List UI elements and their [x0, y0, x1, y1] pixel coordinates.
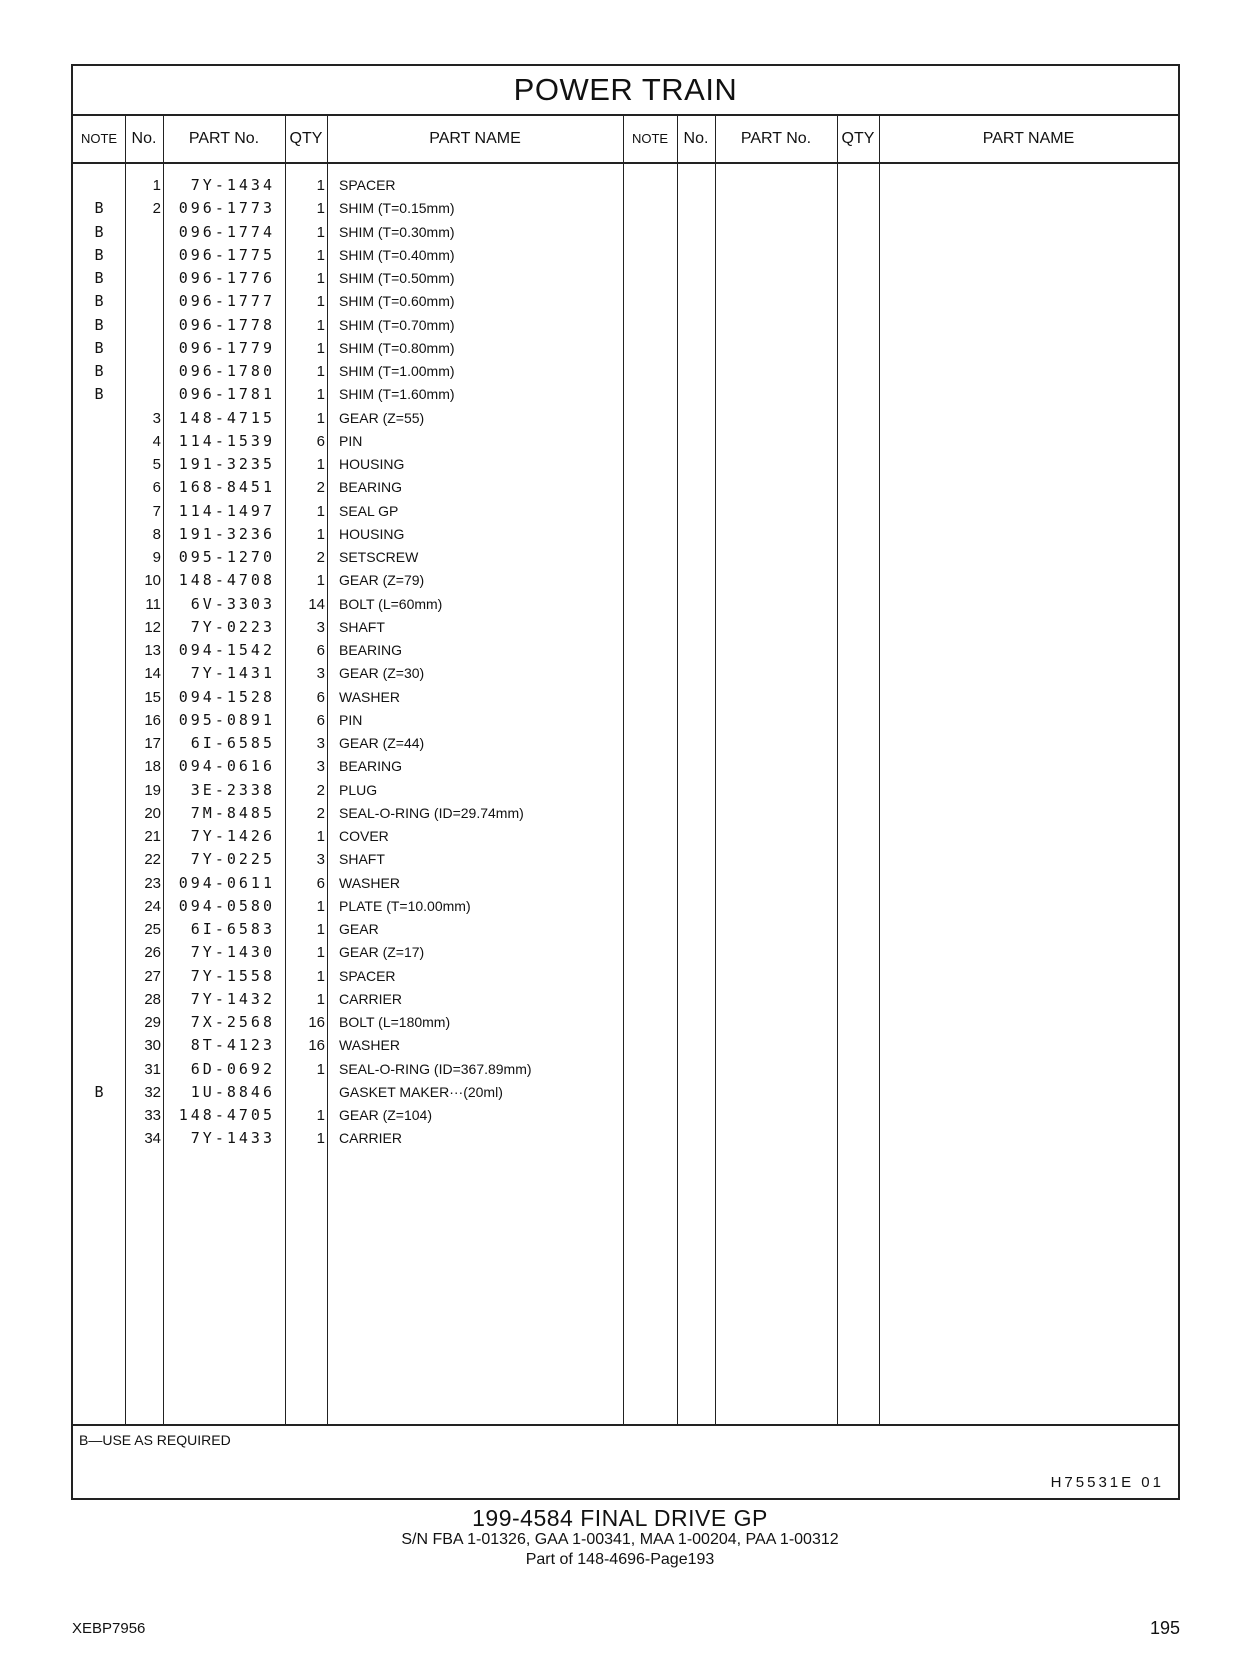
- table-row: [73, 848, 1178, 871]
- part-name-cell: WASHER: [339, 1037, 400, 1054]
- part-number-cell: 168-8451: [178, 478, 275, 497]
- item-number-cell: 20: [144, 804, 161, 822]
- part-number-cell: 114-1497: [178, 501, 275, 520]
- quantity-cell: 1: [316, 828, 325, 845]
- item-number-cell: 14: [144, 665, 161, 683]
- table-row: [73, 802, 1178, 825]
- part-name-cell: SHIM (T=1.60mm): [339, 386, 455, 403]
- table-row: [73, 221, 1178, 244]
- part-name-cell: GEAR (Z=30): [339, 665, 425, 682]
- part-name-cell: GEAR (Z=17): [339, 944, 425, 961]
- table-row: [73, 569, 1178, 592]
- part-number-cell: 114-1539: [178, 431, 275, 450]
- quantity-cell: 3: [316, 665, 325, 683]
- part-number-cell: 6V-3303: [190, 594, 275, 613]
- item-number-cell: 17: [144, 735, 161, 752]
- item-number-cell: 7: [152, 502, 161, 520]
- document-id: XEBP7956: [72, 1620, 146, 1637]
- quantity-cell: 1: [316, 246, 325, 264]
- quantity-cell: 1: [316, 502, 325, 520]
- parent-reference: Part of 148-4696-Page193: [525, 1551, 715, 1568]
- table-row: [73, 779, 1178, 802]
- quantity-cell: 2: [316, 781, 325, 799]
- part-name-cell: COVER: [339, 828, 389, 844]
- part-number-cell: 7Y-1426: [190, 827, 275, 845]
- item-number-cell: 24: [144, 897, 161, 915]
- quantity-cell: 6: [316, 642, 325, 659]
- table-row: [73, 476, 1178, 499]
- part-name-cell: BEARING: [339, 758, 403, 775]
- table-row: [73, 453, 1178, 476]
- quantity-cell: 1: [316, 1060, 325, 1078]
- table-row: [73, 500, 1178, 523]
- part-number-cell: 191-3236: [178, 524, 275, 543]
- part-name-cell: CARRIER: [339, 1130, 403, 1147]
- header-note-right: NOTE: [631, 131, 669, 146]
- item-number-cell: 8: [152, 525, 161, 543]
- part-number-cell: 7Y-1434: [190, 176, 275, 194]
- table-row: [73, 1034, 1178, 1057]
- part-number-cell: 096-1781: [178, 385, 275, 404]
- quantity-cell: 1: [316, 270, 325, 287]
- item-number-cell: 34: [144, 1130, 161, 1148]
- quantity-cell: 1: [316, 316, 325, 334]
- item-number-cell: 31: [144, 1060, 161, 1078]
- table-row: [73, 1104, 1178, 1127]
- quantity-cell: 1: [316, 1130, 325, 1148]
- part-number-cell: 7Y-1430: [190, 943, 275, 962]
- table-row: [73, 593, 1178, 616]
- part-name-cell: SHIM (T=0.15mm): [339, 200, 455, 217]
- part-number-cell: 7Y-0223: [190, 617, 275, 636]
- part-name-cell: SHAFT: [339, 618, 385, 635]
- table-row: [73, 314, 1178, 337]
- table-row: [73, 267, 1178, 290]
- header-no-left: No.: [131, 130, 157, 147]
- part-number-cell: 096-1774: [178, 222, 275, 241]
- parts-list-frame: [71, 64, 1180, 1500]
- table-row: [73, 709, 1178, 732]
- item-number-cell: 33: [144, 1107, 161, 1124]
- item-number-cell: 30: [144, 1037, 161, 1055]
- quantity-cell: 3: [316, 618, 325, 636]
- item-number-cell: 3: [152, 409, 161, 427]
- table-row: [73, 872, 1178, 895]
- part-name-cell: GASKET MAKER···(20ml): [339, 1083, 503, 1100]
- table-row: [73, 825, 1178, 848]
- quantity-cell: 1: [316, 363, 325, 380]
- header-no-right: No.: [683, 130, 709, 147]
- part-name-cell: SEAL-O-RING (ID=29.74mm): [339, 804, 524, 821]
- part-name-cell: SEAL GP: [339, 502, 399, 519]
- part-name-cell: BOLT (L=60mm): [339, 595, 443, 612]
- note-cell: B: [94, 245, 104, 264]
- part-name-cell: SHIM (T=0.50mm): [339, 270, 455, 286]
- part-number-cell: 7Y-1431: [190, 664, 275, 683]
- item-number-cell: 23: [144, 874, 161, 892]
- item-number-cell: 12: [144, 618, 161, 636]
- quantity-cell: 1: [316, 339, 325, 357]
- header-qty-left: QTY: [289, 130, 323, 147]
- part-name-cell: BEARING: [339, 479, 403, 496]
- part-name-cell: GEAR (Z=79): [339, 572, 425, 589]
- part-number-cell: 096-1775: [178, 245, 275, 264]
- part-number-cell: 7Y-0225: [190, 850, 275, 869]
- part-number-cell: 7Y-1433: [190, 1129, 275, 1148]
- table-row: [73, 1127, 1178, 1150]
- quantity-cell: 16: [308, 1037, 325, 1055]
- part-number-cell: 8T-4123: [190, 1036, 275, 1055]
- item-number-cell: 22: [144, 851, 161, 869]
- part-name-cell: SHAFT: [339, 851, 385, 868]
- quantity-cell: 2: [316, 479, 325, 497]
- item-number-cell: 15: [144, 688, 161, 706]
- table-row: [73, 290, 1178, 313]
- part-number-cell: 096-1777: [178, 292, 275, 311]
- item-number-cell: 21: [144, 828, 161, 845]
- part-number-cell: 6I-6585: [190, 734, 275, 752]
- footnote-divider: [73, 1424, 1178, 1426]
- table-row: [73, 1081, 1178, 1104]
- part-number-cell: 095-1270: [178, 548, 275, 566]
- item-number-cell: 27: [144, 967, 161, 985]
- part-name-cell: PLATE (T=10.00mm): [339, 897, 471, 914]
- table-row: [73, 407, 1178, 430]
- note-cell: B: [94, 1082, 104, 1101]
- table-row: [73, 988, 1178, 1011]
- assembly-title: 199-4584 FINAL DRIVE GP: [472, 1505, 768, 1531]
- note-cell: B: [94, 385, 104, 404]
- quantity-cell: 14: [308, 595, 325, 613]
- table-row: [73, 244, 1178, 267]
- part-number-cell: 7M-8485: [190, 803, 275, 822]
- part-name-cell: BOLT (L=180mm): [339, 1014, 451, 1030]
- quantity-cell: 1: [316, 223, 325, 241]
- part-number-cell: 7Y-1558: [190, 966, 275, 985]
- part-number-cell: 6I-6583: [190, 920, 275, 938]
- item-number-cell: 28: [144, 990, 161, 1008]
- quantity-cell: 1: [316, 177, 325, 194]
- quantity-cell: 1: [316, 572, 325, 590]
- table-row: [73, 686, 1178, 709]
- quantity-cell: 6: [316, 688, 325, 706]
- item-number-cell: 32: [144, 1083, 161, 1101]
- part-number-cell: 7X-2568: [190, 1013, 275, 1031]
- item-number-cell: 6: [152, 479, 161, 497]
- note-cell: B: [94, 269, 104, 287]
- note-cell: B: [94, 199, 104, 218]
- table-row: [73, 639, 1178, 662]
- part-number-cell: 096-1780: [178, 362, 275, 380]
- part-name-cell: GEAR (Z=44): [339, 735, 425, 751]
- table-row: [73, 1058, 1178, 1081]
- part-name-cell: SHIM (T=0.80mm): [339, 339, 455, 356]
- part-name-cell: GEAR (Z=55): [339, 409, 425, 426]
- part-number-cell: 095-0891: [178, 710, 275, 729]
- item-number-cell: 10: [144, 572, 161, 590]
- item-number-cell: 4: [152, 432, 161, 450]
- quantity-cell: 1: [316, 990, 325, 1008]
- part-number-cell: 094-0580: [178, 896, 275, 915]
- table-row: [73, 360, 1178, 383]
- item-number-cell: 2: [152, 200, 161, 218]
- quantity-cell: 16: [308, 1014, 325, 1031]
- quantity-cell: 6: [316, 711, 325, 729]
- item-number-cell: 9: [152, 549, 161, 566]
- part-name-cell: SHIM (T=0.70mm): [339, 316, 455, 333]
- table-row: [73, 383, 1178, 406]
- table-row: [73, 732, 1178, 755]
- part-number-cell: 148-4708: [178, 571, 275, 590]
- part-number-cell: 1U-8846: [190, 1082, 275, 1101]
- part-number-cell: 191-3235: [178, 455, 275, 473]
- quantity-cell: 1: [316, 409, 325, 427]
- part-name-cell: GEAR (Z=104): [339, 1107, 432, 1123]
- quantity-cell: 1: [316, 293, 325, 311]
- item-number-cell: 13: [144, 642, 161, 659]
- part-name-cell: SPACER: [339, 177, 396, 193]
- part-number-cell: 094-1528: [178, 687, 275, 706]
- part-number-cell: 7Y-1432: [190, 989, 275, 1008]
- table-row: [73, 662, 1178, 685]
- part-number-cell: 148-4705: [178, 1106, 275, 1124]
- quantity-cell: 6: [316, 874, 325, 892]
- part-number-cell: 094-1542: [178, 641, 275, 659]
- footnote: B—USE AS REQUIRED: [79, 1432, 231, 1448]
- quantity-cell: 1: [316, 967, 325, 985]
- table-row: [73, 430, 1178, 453]
- quantity-cell: 3: [316, 851, 325, 869]
- part-number-cell: 096-1773: [178, 199, 275, 218]
- table-row: [73, 918, 1178, 941]
- table-row: [73, 755, 1178, 778]
- part-name-cell: WASHER: [339, 874, 400, 891]
- part-name-cell: PIN: [339, 711, 363, 728]
- header-note-left: NOTE: [80, 131, 118, 146]
- quantity-cell: 2: [316, 804, 325, 822]
- table-row: [73, 174, 1178, 197]
- table-row: [73, 941, 1178, 964]
- column-headers: [73, 116, 1178, 164]
- item-number-cell: 18: [144, 758, 161, 776]
- table-row: [73, 337, 1178, 360]
- header-part-no-right: PART No.: [740, 130, 812, 147]
- item-number-cell: 5: [152, 456, 161, 473]
- part-number-cell: 094-0611: [178, 873, 275, 892]
- table-row: [73, 523, 1178, 546]
- part-number-cell: 148-4715: [178, 408, 275, 427]
- table-row: [73, 546, 1178, 569]
- note-cell: B: [94, 292, 104, 311]
- part-name-cell: SEAL-O-RING (ID=367.89mm): [339, 1060, 532, 1077]
- section-title: POWER TRAIN: [73, 66, 1178, 116]
- part-number-cell: 6D-0692: [190, 1059, 275, 1078]
- quantity-cell: 1: [316, 200, 325, 218]
- part-number-cell: 096-1779: [178, 338, 275, 357]
- quantity-cell: 1: [316, 921, 325, 938]
- quantity-cell: 1: [316, 456, 325, 473]
- part-name-cell: BEARING: [339, 642, 403, 658]
- quantity-cell: 3: [316, 758, 325, 776]
- table-row: [73, 197, 1178, 220]
- item-number-cell: 29: [144, 1014, 161, 1031]
- table-row: [73, 895, 1178, 918]
- header-part-no-left: PART No.: [188, 130, 260, 147]
- part-name-cell: SETSCREW: [339, 549, 419, 565]
- table-row: [73, 1011, 1178, 1034]
- part-name-cell: GEAR: [339, 921, 379, 937]
- quantity-cell: 3: [316, 735, 325, 752]
- item-number-cell: 1: [152, 177, 161, 194]
- quantity-cell: 1: [316, 386, 325, 404]
- part-name-cell: SHIM (T=0.60mm): [339, 293, 455, 310]
- item-number-cell: 16: [144, 711, 161, 729]
- note-cell: B: [94, 222, 104, 241]
- part-number-cell: 3E-2338: [190, 780, 275, 799]
- item-number-cell: 25: [144, 921, 161, 938]
- quantity-cell: 2: [316, 549, 325, 566]
- header-qty-right: QTY: [841, 130, 875, 147]
- quantity-cell: 1: [316, 944, 325, 962]
- header-part-name-right: PART NAME: [982, 130, 1075, 147]
- table-row: [73, 616, 1178, 639]
- quantity-cell: 1: [316, 1107, 325, 1124]
- item-number-cell: 26: [144, 944, 161, 962]
- quantity-cell: 1: [316, 525, 325, 543]
- item-number-cell: 19: [144, 781, 161, 799]
- note-cell: B: [94, 338, 104, 357]
- part-name-cell: HOUSING: [339, 525, 405, 542]
- drawing-code: H75531E 01: [1050, 1474, 1164, 1491]
- quantity-cell: 1: [316, 897, 325, 915]
- part-number-cell: 094-0616: [178, 757, 275, 776]
- serial-numbers: S/N FBA 1-01326, GAA 1-00341, MAA 1-00204, PAA 1-00312: [401, 1531, 839, 1548]
- part-name-cell: WASHER: [339, 688, 400, 705]
- part-number-cell: 096-1776: [178, 269, 275, 287]
- part-name-cell: PIN: [339, 432, 363, 449]
- part-number-cell: 096-1778: [178, 315, 275, 334]
- note-cell: B: [94, 362, 104, 380]
- part-name-cell: SPACER: [339, 967, 396, 984]
- part-name-cell: CARRIER: [339, 990, 403, 1007]
- note-cell: B: [94, 315, 104, 334]
- page-number: 195: [1149, 1618, 1180, 1638]
- quantity-cell: 6: [316, 432, 325, 450]
- part-name-cell: PLUG: [339, 781, 378, 798]
- part-name-cell: SHIM (T=0.30mm): [339, 223, 455, 240]
- item-number-cell: 11: [145, 595, 161, 613]
- header-part-name-left: PART NAME: [429, 130, 521, 147]
- part-name-cell: SHIM (T=0.40mm): [339, 246, 455, 263]
- part-name-cell: HOUSING: [339, 456, 405, 472]
- part-name-cell: SHIM (T=1.00mm): [339, 363, 455, 379]
- table-row: [73, 965, 1178, 988]
